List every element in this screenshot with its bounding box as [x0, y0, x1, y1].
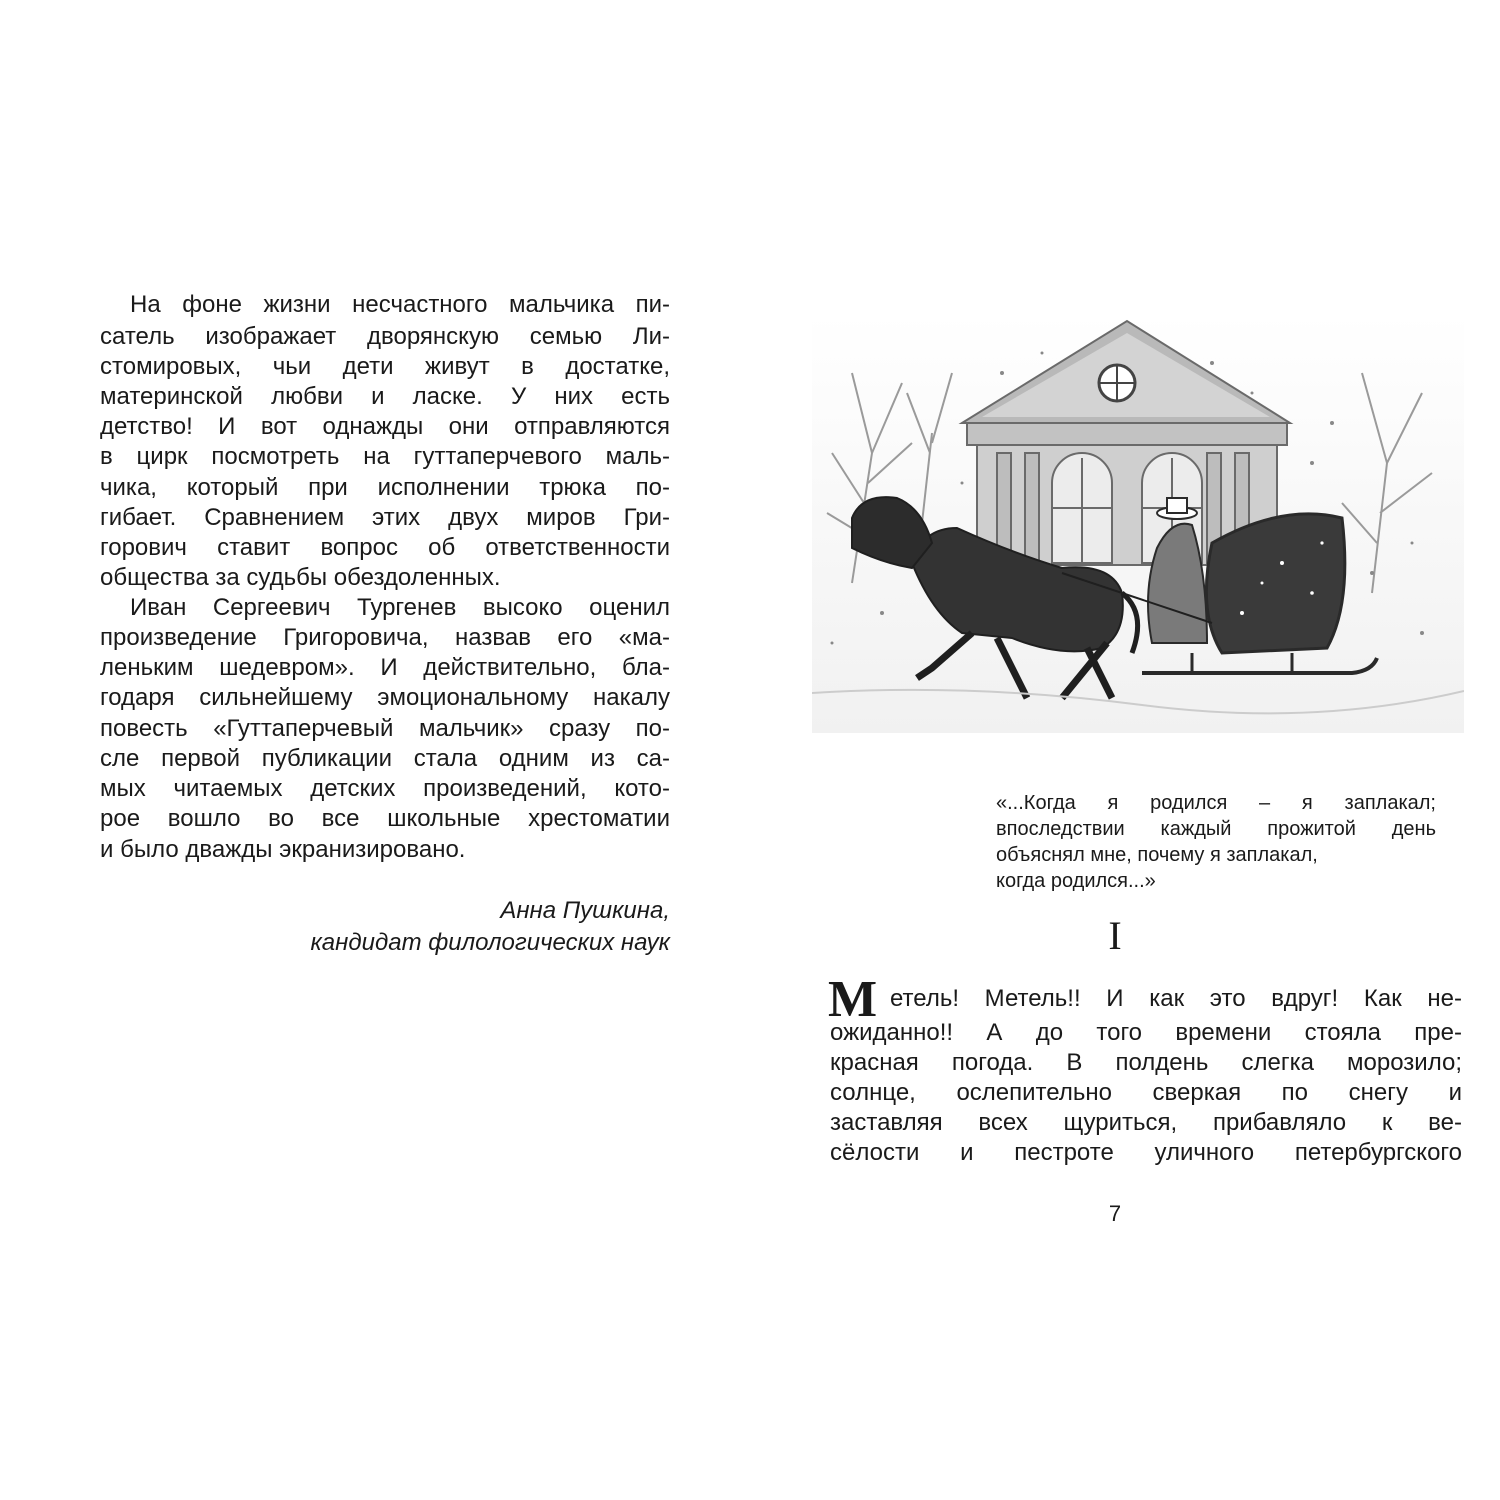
text-line: произведение Григоровича, назвав его «ма-: [100, 624, 670, 651]
text-line: мых читаемых детских произведений, кото-: [100, 775, 670, 802]
text-line: солнце, ослепительно сверкая по снегу и: [830, 1079, 1462, 1106]
text-line: материнской любви и ласке. У них есть: [100, 383, 670, 410]
text-line: сатель изображает дворянскую семью Ли-: [100, 323, 670, 350]
text-line: в цирк посмотреть на гуттаперчевого маль-: [100, 443, 670, 470]
drop-cap: М: [828, 971, 878, 1028]
text-line: Иван Сергеевич Тургенев высоко оценил: [130, 594, 670, 621]
epigraph-line: когда родился...»: [996, 870, 1156, 892]
text-line: общества за судьбы обездоленных.: [100, 564, 501, 591]
text-line: стомировых, чьи дети живут в достатке,: [100, 353, 670, 380]
epigraph-line: «...Когда я родился – я заплакал;: [996, 792, 1436, 814]
text-line: рое вошло во все школьные хрестоматии: [100, 805, 670, 832]
right-page: [750, 0, 1500, 1500]
text-line: ожиданно!! А до того времени стояла пре-: [830, 1019, 1462, 1046]
text-line: гибает. Сравнением этих двух миров Гри-: [100, 504, 670, 531]
epigraph-line: впоследствии каждый прожитой день: [996, 818, 1436, 840]
text-line: етель! Метель!! И как это вдруг! Как не-: [890, 985, 1462, 1012]
text-line: заставляя всех щуриться, прибавляло к ве-: [830, 1109, 1462, 1136]
text-line: красная погода. В полдень слегка морозило;: [830, 1049, 1462, 1076]
author-name: Анна Пушкина,: [500, 897, 670, 924]
author-title: кандидат филологических наук: [310, 929, 670, 956]
text-line: повесть «Гуттаперчевый мальчик» сразу по-: [100, 715, 670, 742]
text-line: горович ставит вопрос об ответственности: [100, 534, 670, 561]
text-line: детство! И вот однажды они отправляются: [100, 413, 670, 440]
chapter-number: I: [1108, 913, 1122, 958]
text-line: сёлости и пестроте уличного петербургского: [830, 1139, 1462, 1166]
text-line: и было дважды экранизировано.: [100, 836, 466, 863]
page-number: 7: [1108, 1201, 1122, 1226]
text-line: На фоне жизни несчастного мальчика пи-: [130, 291, 670, 318]
text-line: годаря сильнейшему эмоциональному накалу: [100, 684, 670, 711]
text-line: чика, который при исполнении трюка по-: [100, 474, 670, 501]
text-line: леньким шедевром». И действительно, бла-: [100, 654, 670, 681]
sleigh-illustration: [812, 313, 1464, 733]
epigraph-line: объяснял мне, почему я заплакал,: [996, 844, 1318, 866]
text-line: сле первой публикации стала одним из са-: [100, 745, 670, 772]
